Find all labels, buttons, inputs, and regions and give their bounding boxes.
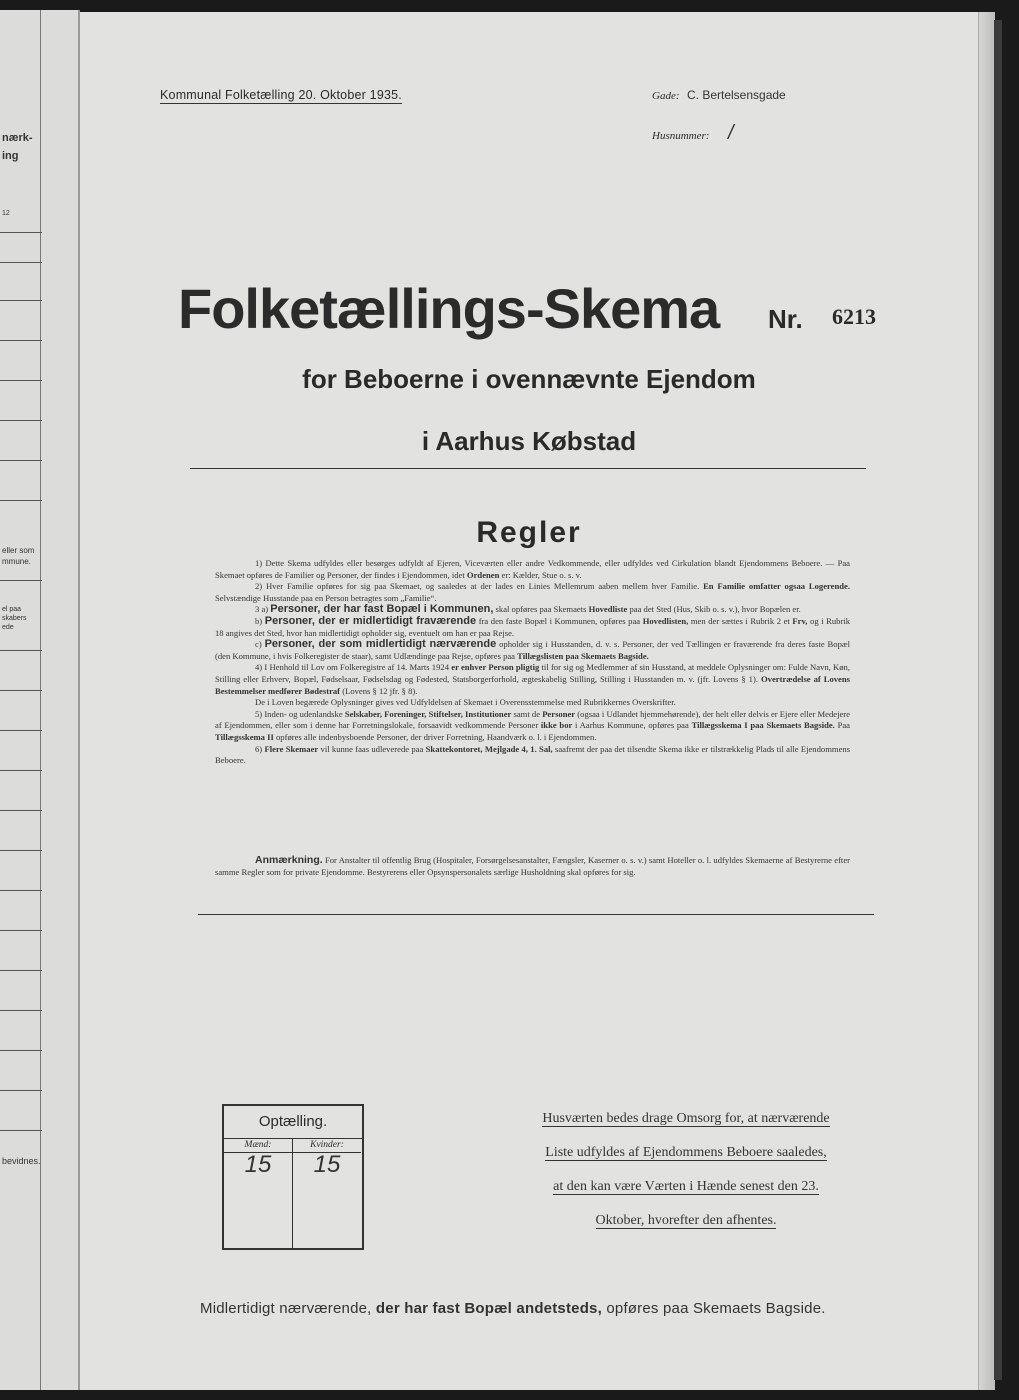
rule-text: 6) <box>255 743 263 754</box>
binding-edge <box>994 20 1002 1380</box>
left-rule <box>0 890 42 891</box>
divider-top <box>190 468 866 469</box>
left-fragment: mmune. <box>2 557 31 566</box>
rule-text: (Lovens § 12 jfr. § 8). <box>342 685 418 696</box>
house-number-label: Husnummer: <box>652 130 710 142</box>
count-women-column <box>293 1138 361 1248</box>
street-value: C. Bertelsensgade <box>687 88 786 102</box>
annotation-text: For Anstalter til offentlig Brug (Hospitaler, Forsørgelsesanstalter, Fængsler, Kaserner o. s. v.) samt Hoteller o. l. udfyldes Skemaerne af Bestyrerne efter samme Regler som for private Ejendomme. Bestyrerens eller Opsynspersonalets særlige Husholdning skal opføres for sig. <box>215 855 850 877</box>
rule-1 <box>215 558 850 581</box>
count-women-label: Kvinder: <box>293 1138 361 1153</box>
left-rule <box>0 380 42 381</box>
rule-bold: Tillægslisten paa Skemaets Bagside. <box>517 650 649 661</box>
left-rule <box>0 460 42 461</box>
left-fragment: eller som <box>2 546 35 555</box>
notice-text: Liste udfyldes af Ejendommens Beboere saaledes, <box>545 1145 827 1160</box>
rules-heading: Regler <box>476 516 582 549</box>
rule-bold: Flere Skemaer <box>264 743 319 754</box>
rule-text: De i Loven begærede Oplysninger gives ved Udfyldelsen af Skemaet i Overensstemmelse med Rubrikkernes Overskrifter. <box>255 697 676 708</box>
annotation-label: Anmærkning. <box>255 854 323 866</box>
rule-bold: Overtrædelse af Lovens Bestemmelser medfører Bødestraf <box>215 673 850 696</box>
page-edge <box>978 12 995 1390</box>
rule-3c <box>215 639 850 662</box>
rule-text: (ogsaa i Udlandet hjemmehørende), der helt eller delvis er Ejere eller Medejere af Ejendommen, eller som i denne har Forretningslokale, forsaavidt vedkommende Personer <box>215 708 850 731</box>
left-rule <box>0 1010 42 1011</box>
rule-text: er: Kælder, Stue o. s. v. <box>501 569 582 580</box>
rule-bold: Selskaber, Foreninger, Stiftelser, Institutioner <box>344 708 512 719</box>
rule-text: fra den faste Bopæl i Kommunen, opføres paa <box>478 615 641 626</box>
street-label: Gade: <box>652 90 680 102</box>
count-women-value: 15 <box>313 1151 341 1178</box>
left-rule <box>0 420 42 421</box>
form-number-label: Nr. <box>768 304 803 334</box>
left-rule <box>0 262 42 263</box>
census-header: Kommunal Folketælling 20. Oktober 1935. <box>160 88 402 102</box>
rule-text: 4) I Henhold til Lov om Folkeregistre af 14. Marts 1924 <box>255 662 449 673</box>
left-rule <box>0 650 42 651</box>
rule-text: opføres alle indenbysboende Personer, der driver Forretning, Haandværk o. l. i Ejendommen. <box>275 731 597 742</box>
rule-text: vil kunne faas udleverede paa <box>320 743 424 754</box>
rule-text: opholder sig i Husstanden, d. v. s. Personer, der ved Tællingen er fraværende fra deres faste Bopæl (den Kommune, i hvis Folkeregister de staar), samt Udlændinge paa Rejse, opføres paa <box>215 639 851 661</box>
rule-bold: Hovedliste <box>588 604 628 615</box>
rule-6 <box>215 744 850 767</box>
rule-text: 3 a) <box>255 604 269 615</box>
rule-bold: Personer <box>542 708 576 719</box>
notice-line <box>520 1204 852 1238</box>
left-rule <box>0 730 42 731</box>
left-fragment: bevidnes. <box>2 1156 41 1166</box>
rule-bold: Frv, <box>792 615 808 626</box>
notice-line <box>520 1136 852 1170</box>
divider-bottom <box>198 914 874 915</box>
left-fragment: ing <box>2 150 19 162</box>
left-rule <box>0 1090 42 1091</box>
rule-bold: er enhver Person pligtig <box>451 662 540 673</box>
notice-line <box>520 1102 852 1136</box>
rule-text: samt de <box>513 708 541 719</box>
census-form-page <box>80 12 978 1390</box>
count-men-value: 15 <box>244 1151 272 1178</box>
left-rule <box>0 580 42 581</box>
notice-text: at den kan være Værten i Hænde senest den 23. <box>553 1179 819 1194</box>
rule-bold: Ordenen <box>466 569 500 580</box>
left-rule <box>0 232 42 233</box>
rules-text <box>215 558 850 767</box>
left-fragment: el paa <box>2 606 22 613</box>
rule-4 <box>215 662 850 697</box>
rule-text: c) <box>255 639 262 650</box>
rule-bold: Skattekontoret, Mejlgade 4, 1. Sal, <box>425 743 553 754</box>
notice-line <box>520 1170 852 1204</box>
left-page-column-line <box>40 10 41 1390</box>
rule-text: paa det Sted (Hus, Skib o. s. v.), hvor Bopælen er. <box>629 604 801 615</box>
left-rule <box>0 1130 42 1131</box>
form-number: 6213 <box>832 304 876 329</box>
rule-bold: Tillægsskema I paa Skemaets Bagside. <box>691 720 835 731</box>
left-fragment: nærk- <box>2 132 33 144</box>
rule-text: til for sig og Medlemmer af sin Husstand, at meddele Oplysninger om: Fulde Navn, Køn, Stilling eller Erhverv, Bopæl, Fødselsaar, Fødselsdag og Fødested, Statsborgerforhold, ægteskabelig Stilling, Stilling i Husstanden m. v. (jfr. Lovens § 1). <box>215 662 850 684</box>
count-title: Optælling. <box>224 1106 362 1139</box>
rule-text: i Aarhus Kommune, opføres paa <box>575 720 689 731</box>
rule-bold: Personer, der er midlertidigt fraværende <box>264 614 477 627</box>
left-fragment: 12 <box>2 210 10 217</box>
count-men-label: Mænd: <box>224 1138 292 1153</box>
rule-bold: Tillægsskema II <box>215 731 274 742</box>
left-rule <box>0 1050 42 1051</box>
left-rule <box>0 690 42 691</box>
form-location: i Aarhus Købstad <box>421 426 637 456</box>
left-facing-page <box>0 10 80 1390</box>
house-number-value: / <box>728 122 734 144</box>
rule-text: 5) Inden- og udenlandske <box>255 708 343 719</box>
footer-bold: der har fast Bopæl andetsteds, <box>375 1300 602 1317</box>
rule-text: Selvstændige Husstande paa en Person betragtes som „Familie“. <box>215 592 437 603</box>
annotation-paragraph <box>215 855 850 878</box>
rule-3b <box>215 616 850 639</box>
form-subtitle: for Beboerne i ovennævnte Ejendom <box>302 364 756 394</box>
count-box <box>222 1104 364 1250</box>
rule-text: b) <box>255 615 263 626</box>
left-rule <box>0 770 42 771</box>
rule-4-note <box>215 697 850 709</box>
rule-text: men der sættes i Rubrik 2 et <box>690 615 790 626</box>
rule-text: 2) Hver Familie opføres for sig paa Skemaet, og saaledes at der lades en Linies Mellemrum aaben mellem hver Familie. <box>255 581 700 592</box>
rule-bold: Hovedlisten, <box>642 615 689 626</box>
footer-text: Midlertidigt nærværende, <box>200 1300 372 1317</box>
left-fragment: skabers <box>2 615 27 622</box>
left-rule <box>0 500 42 501</box>
left-rule <box>0 930 42 931</box>
footer-note <box>200 1300 826 1317</box>
footer-text: opføres paa Skemaets Bagside. <box>606 1300 826 1317</box>
landlord-notice <box>520 1102 852 1238</box>
left-rule <box>0 340 42 341</box>
rule-text: skal opføres paa Skemaets <box>495 604 587 615</box>
rule-bold: Personer, der har fast Bopæl i Kommunen, <box>270 603 494 616</box>
rule-2 <box>215 581 850 604</box>
left-rule <box>0 300 42 301</box>
rule-text: Paa <box>837 720 850 731</box>
notice-text: Oktober, hvorefter den afhentes. <box>595 1213 777 1228</box>
rule-bold: ikke bor <box>540 720 573 731</box>
annotation <box>215 855 850 878</box>
left-rule <box>0 810 42 811</box>
rule-bold: En Familie omfatter ogsaa Logerende. <box>703 581 851 592</box>
count-men-column <box>224 1138 293 1248</box>
notice-text: Husværten bedes drage Omsorg for, at nærværende <box>542 1111 830 1126</box>
left-rule <box>0 970 42 971</box>
left-rule <box>0 850 42 851</box>
rule-5 <box>215 709 850 744</box>
rule-text: og i Rubrik 18 angives det Sted, hvor han midlertidigt opholder sig, eventuelt om han er paa Rejse. <box>215 615 851 638</box>
rule-bold: Personer, der som midlertidigt nærværende <box>264 638 497 651</box>
left-fragment: ede <box>2 624 14 631</box>
rule-text: saafremt der paa det tilsendte Skema ikke er tilstrækkelig Plads til alle Ejendommens Beboere. <box>215 743 851 766</box>
form-title: Folketællings-Skema <box>178 277 720 340</box>
rule-text: 1) Dette Skema udfyldes eller besørges udfyldt af Ejeren, Viceværten eller andre Vedkommende, eller udfyldes ved Cirkulation blandt Ejendommens Beboere. — Paa Skemaet opføres de Familier og Personer, der findes i Ejendommen, idet <box>215 558 850 580</box>
